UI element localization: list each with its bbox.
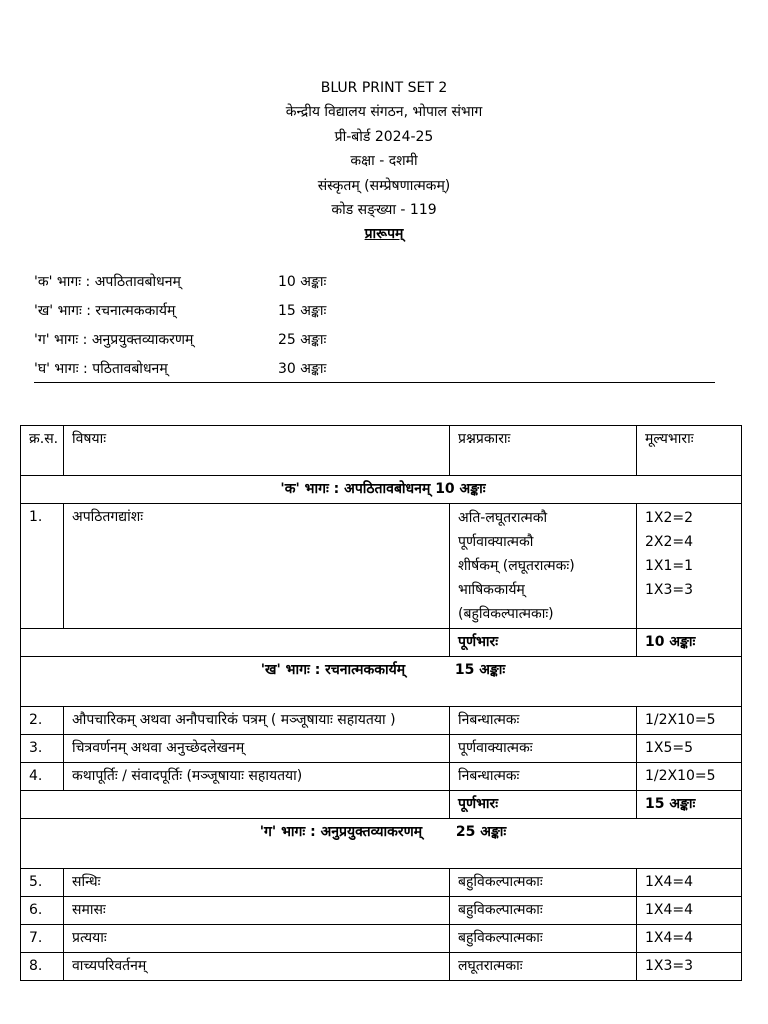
row-marks: 1X4=4 xyxy=(637,925,742,953)
marks-item: 1X3=3 xyxy=(645,582,694,598)
row-subject: वाच्यपरिवर्तनम् xyxy=(64,953,450,981)
summary-marks: 25 अङ्काः xyxy=(278,332,327,348)
exam-name: प्री-बोर्ड 2024-25 xyxy=(334,128,434,145)
section-c-title: 'ग' भागः : अनुप्रयुक्तव्याकरणम् xyxy=(259,824,423,840)
header-type: प्रश्नप्रकाराः xyxy=(450,426,637,476)
subject-code: कोड सङ्ख्या - 119 xyxy=(331,201,437,218)
row-sn: 6. xyxy=(21,897,64,925)
row-marks: 1X4=4 xyxy=(637,897,742,925)
row-subject: कथापूर्तिः / संवादपूर्तिः (मञ्जूषायाः सहायतया) xyxy=(64,763,450,791)
summary-marks: 15 अङ्काः xyxy=(278,303,327,319)
horizontal-rule xyxy=(34,382,715,383)
row-marks: 1/2X10=5 xyxy=(637,707,742,735)
set-title: BLUR PRINT SET 2 xyxy=(320,80,448,96)
row-sn: 7. xyxy=(21,925,64,953)
blueprint-title: प्रारूपम् xyxy=(364,226,404,243)
total-value: 15 अङ्काः xyxy=(637,791,742,819)
marks-item: 1X1=1 xyxy=(645,558,694,574)
marks-item: 2X2=4 xyxy=(645,534,694,550)
summary-marks: 30 अङ्काः xyxy=(278,361,327,377)
table-row xyxy=(21,925,742,953)
total-row xyxy=(21,791,742,819)
section-a-title: 'क' भागः : अपठितावबोधनम् 10 अङ्काः xyxy=(21,476,742,504)
row-subject: चित्रवर्णनम् अथवा अनुच्छेदलेखनम् xyxy=(64,735,450,763)
section-c-cell xyxy=(21,819,742,869)
table-row xyxy=(21,869,742,897)
type-item: शीर्षकम् (लघूतरात्मकः) xyxy=(458,558,575,574)
table-row xyxy=(21,735,742,763)
table-row xyxy=(21,897,742,925)
row-sn: 5. xyxy=(21,869,64,897)
summary-marks: 10 अङ्काः xyxy=(278,274,327,290)
summary-label: 'ख' भागः : रचनात्मककार्यम् xyxy=(34,303,176,319)
summary-label: 'ग' भागः : अनुप्रयुक्तव्याकरणम् xyxy=(34,332,194,348)
row-sn: 2. xyxy=(21,707,64,735)
row-marks: 1X3=3 xyxy=(637,953,742,981)
row-sn: 4. xyxy=(21,763,64,791)
row-type: पूर्णवाक्यात्मकः xyxy=(450,735,637,763)
row-sn: 8. xyxy=(21,953,64,981)
summary-row xyxy=(34,326,724,355)
row-types xyxy=(450,504,637,629)
table-row xyxy=(21,504,742,629)
section-a-row xyxy=(21,476,742,504)
blueprint-table xyxy=(20,425,742,981)
row-type: निबन्धात्मकः xyxy=(450,763,637,791)
table-row xyxy=(21,763,742,791)
section-summary xyxy=(34,268,724,384)
row-sn: 3. xyxy=(21,735,64,763)
total-empty xyxy=(21,629,450,657)
total-label: पूर्णभारः xyxy=(450,629,637,657)
section-b-cell xyxy=(21,657,742,707)
type-item: भाषिककार्यम् xyxy=(458,582,525,598)
section-c-row xyxy=(21,819,742,869)
marks-item: 1X2=2 xyxy=(645,510,694,526)
row-marks: 1X5=5 xyxy=(637,735,742,763)
total-empty xyxy=(21,791,450,819)
summary-row xyxy=(34,297,724,326)
row-subject: समासः xyxy=(64,897,450,925)
row-type: बहुविकल्पात्मकाः xyxy=(450,925,637,953)
section-b-row xyxy=(21,657,742,707)
subject-name: संस्कृतम् (सम्प्रेषणात्मकम्) xyxy=(317,177,451,194)
type-item: पूर्णवाक्यात्मकौ xyxy=(458,534,534,550)
table-row xyxy=(21,953,742,981)
section-b-title: 'ख' भागः : रचनात्मककार्यम् xyxy=(260,662,406,678)
row-marks: 1X4=4 xyxy=(637,869,742,897)
total-row xyxy=(21,629,742,657)
row-subject: प्रत्ययाः xyxy=(64,925,450,953)
section-c-marks: 25 अङ्काः xyxy=(455,824,507,840)
row-subject: सन्धिः xyxy=(64,869,450,897)
row-type: लघूतरात्मकाः xyxy=(450,953,637,981)
type-item: अति-लघूतरात्मकौ xyxy=(458,510,548,526)
row-marks xyxy=(637,504,742,629)
table-header-row xyxy=(21,426,742,476)
type-item: (बहुविकल्पात्मकाः) xyxy=(458,606,554,622)
header-subject: विषयाः xyxy=(64,426,450,476)
summary-row xyxy=(34,268,724,297)
row-subject: औपचारिकम् अथवा अनौपचारिकं पत्रम् ( मञ्जूषायाः सहायतया ) xyxy=(64,707,450,735)
row-sn: 1. xyxy=(21,504,64,629)
row-type: बहुविकल्पात्मकाः xyxy=(450,897,637,925)
total-label: पूर्णभारः xyxy=(450,791,637,819)
summary-label: 'क' भागः : अपठितावबोधनम् xyxy=(34,274,181,290)
row-marks: 1/2X10=5 xyxy=(637,763,742,791)
summary-label: 'घ' भागः : पठितावबोधनम् xyxy=(34,361,168,377)
document-header xyxy=(0,76,768,247)
row-type: निबन्धात्मकः xyxy=(450,707,637,735)
header-sn: क्र.स. xyxy=(21,426,64,476)
header-marks: मूल्यभाराः xyxy=(637,426,742,476)
row-type: बहुविकल्पात्मकाः xyxy=(450,869,637,897)
summary-row xyxy=(34,355,724,384)
table-row xyxy=(21,707,742,735)
class-name: कक्षा - दशमी xyxy=(350,153,418,170)
row-subject: अपठितगद्यांशः xyxy=(64,504,450,629)
total-value: 10 अङ्काः xyxy=(637,629,742,657)
section-b-marks: 15 अङ्काः xyxy=(454,662,506,678)
organisation-name: केन्द्रीय विद्यालय संगठन, भोपाल संभाग xyxy=(285,104,483,121)
